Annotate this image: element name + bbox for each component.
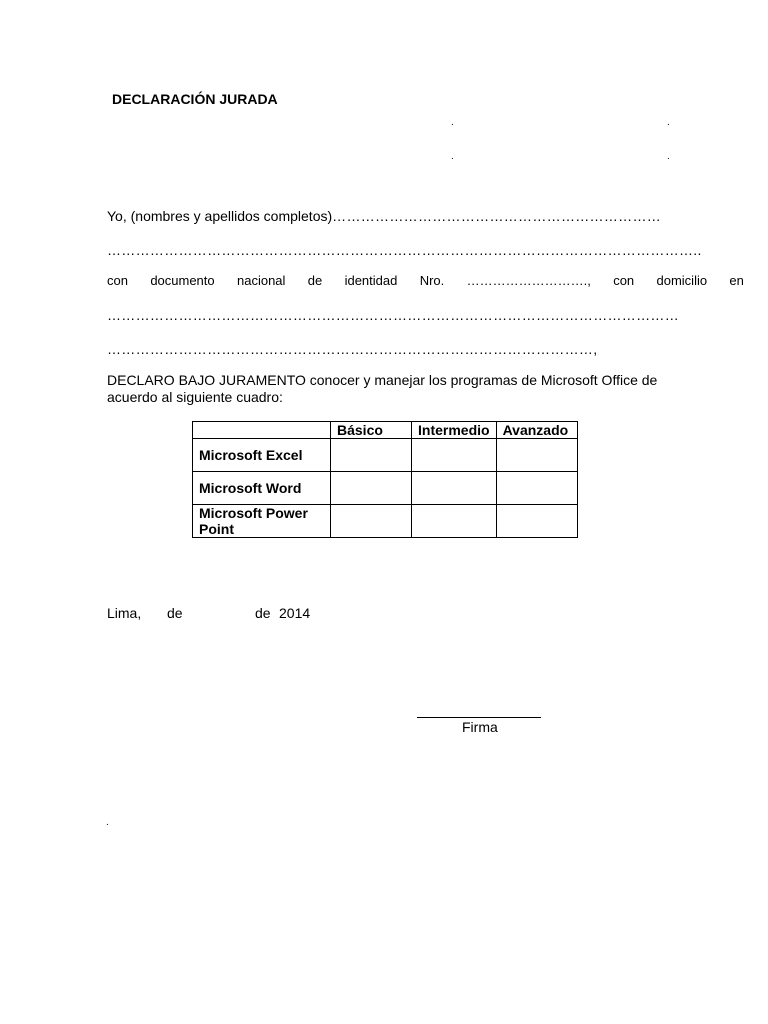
date-city: Lima, [107,605,142,621]
dni-word: en [729,273,744,288]
top-mark: . [667,151,670,162]
table-cell[interactable] [412,505,497,538]
table-header-cell: Intermedio [412,422,497,439]
date-de-2: de [255,605,271,621]
top-mark: . [667,117,670,128]
date-year: 2014 [279,605,311,621]
table-cell[interactable] [496,472,577,505]
signature-label: Firma [462,719,498,735]
name-line [107,208,661,224]
table-row-label: Microsoft Word [193,472,331,505]
dni-word: nacional [236,273,286,288]
table-cell[interactable] [496,505,577,538]
bottom-mark: . [106,817,109,828]
date-de-1: de [167,605,183,621]
dni-word: domicilio [656,273,708,288]
dni-word: identidad [344,273,398,288]
table-cell[interactable] [412,472,497,505]
dni-word: documento [150,273,215,288]
name-label: Yo, (nombres y apellidos completos) [107,208,333,224]
dni-line [107,273,744,288]
table-cell[interactable] [331,472,412,505]
table-row [193,439,578,472]
address-dots-2[interactable]: …………………………………………………………………………………………, [107,341,598,357]
table-row-label: Microsoft Power Point [193,505,331,538]
document-title: DECLARACIÓN JURADA [112,91,278,107]
declaration-paragraph: DECLARO BAJO JURAMENTO conocer y manejar los programas de Microsoft Office de acuerdo al siguiente cuadro: [107,372,658,405]
dni-word: con [613,273,635,288]
dni-word: Nro. [419,273,445,288]
skills-table [192,421,578,538]
table-cell[interactable] [331,505,412,538]
name-continuation-dots[interactable]: …………………………………………………………………………………………………………….. [107,242,702,258]
address-dots-1[interactable]: ………………………………………………………………………………………………………… [107,307,679,323]
table-header-cell: Avanzado [496,422,577,439]
table-cell[interactable] [331,439,412,472]
top-mark: . [451,117,454,128]
dni-number-dots[interactable]: ………………………., [466,273,591,288]
table-row [193,472,578,505]
top-mark: . [451,151,454,162]
table-header-cell: Básico [331,422,412,439]
dni-word: de [307,273,323,288]
table-header-row [193,422,578,439]
table-row-label: Microsoft Excel [193,439,331,472]
table-row [193,505,578,538]
table-cell[interactable] [412,439,497,472]
table-cell[interactable] [496,439,577,472]
name-fill-dots[interactable]: …………………………………………………………… [332,208,662,224]
table-header-cell [193,422,331,439]
signature-line[interactable] [417,717,541,718]
dni-word: con [107,273,128,288]
